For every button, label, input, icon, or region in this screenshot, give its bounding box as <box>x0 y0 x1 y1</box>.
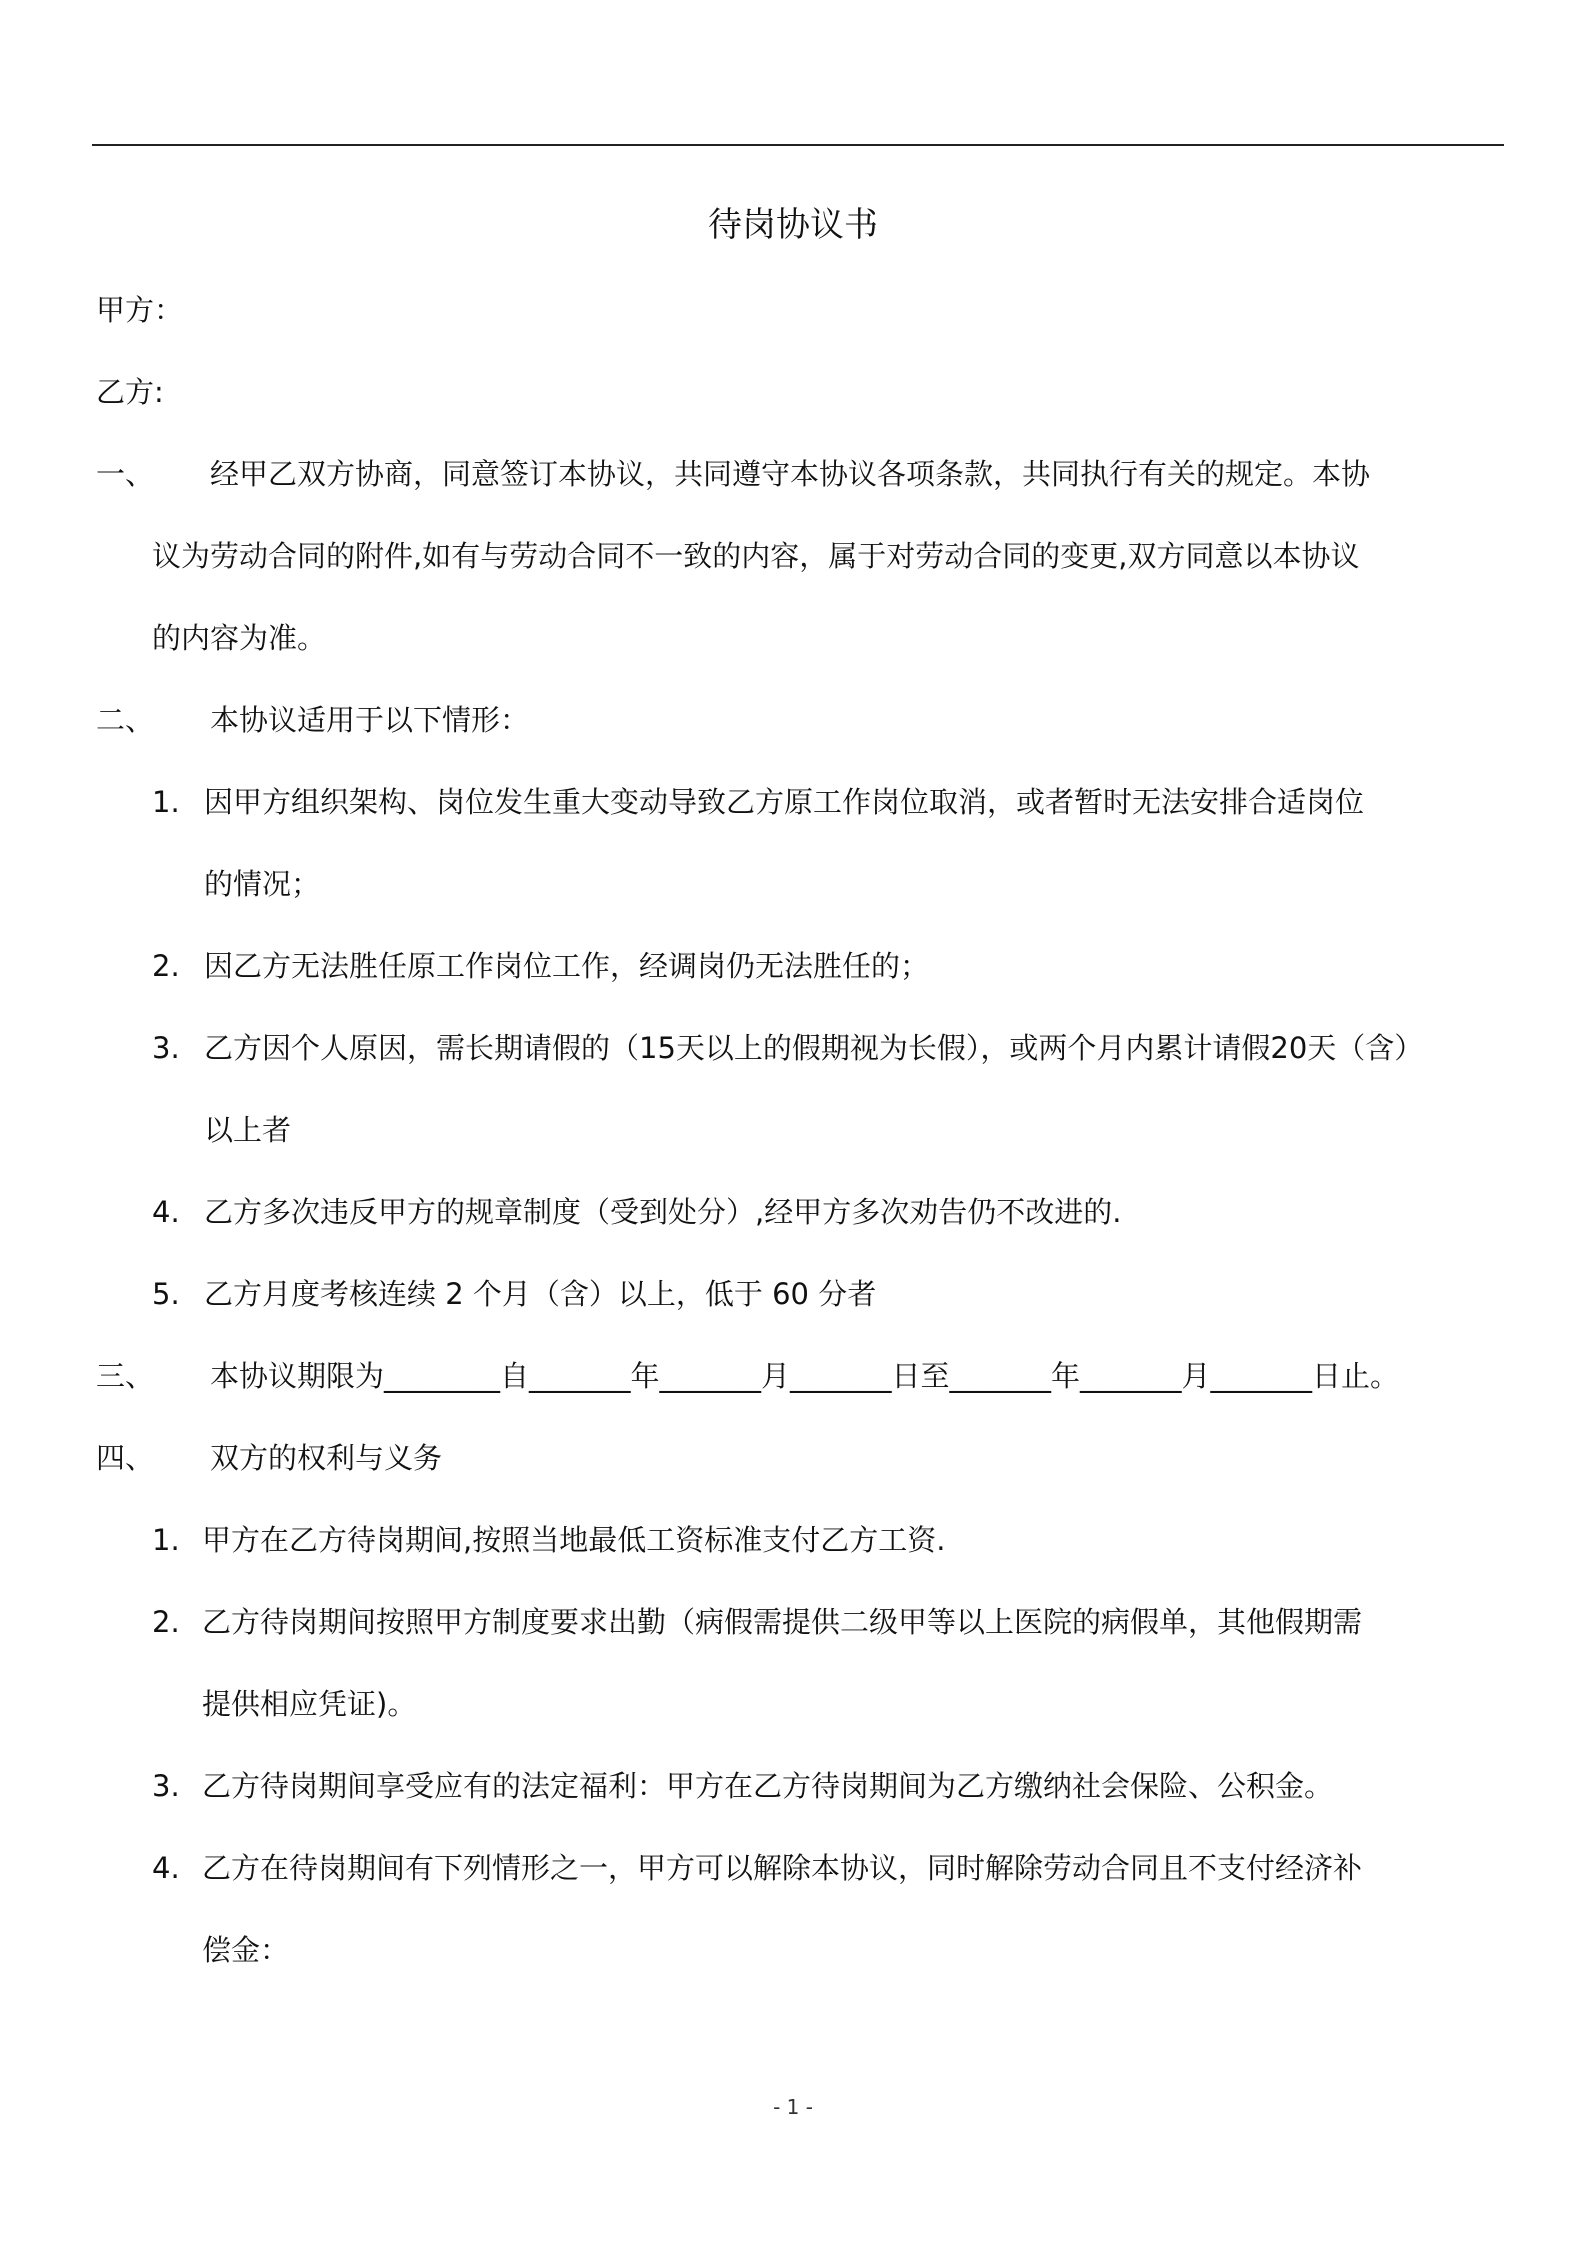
section-4-item-3-line-1: 乙方待岗期间享受应有的法定福利：甲方在乙方待岗期间为乙方缴纳社会保险、公积金。 <box>202 1769 1334 1803</box>
party-b-label: 乙方: <box>96 375 164 409</box>
section-4-item-4-number: 4. <box>152 1851 180 1885</box>
section-2-item-1-line-1: 因甲方组织架构、岗位发生重大变动导致乙方原工作岗位取消，或者暂时无法安排合适岗位 <box>204 785 1365 819</box>
party-a-label: 甲方： <box>96 293 184 327</box>
section-1-line-3: 的内容为准。 <box>152 621 327 655</box>
section-4-item-4-line-1: 乙方在待岗期间有下列情形之一，甲方可以解除本协议，同时解除劳动合同且不支付经济补 <box>202 1851 1363 1885</box>
section-1-number: 一、 <box>96 457 155 491</box>
section-2-item-3-line-2: 以上者 <box>204 1113 292 1147</box>
header-rule <box>92 144 1504 146</box>
section-1-line-2: 议为劳动合同的附件,如有与劳动合同不一致的内容，属于对劳动合同的变更,双方同意以本协议 <box>152 539 1360 573</box>
section-2-item-2-line-1: 因乙方无法胜任原工作岗位工作，经调岗仍无法胜任的； <box>204 949 930 983</box>
section-4-number: 四、 <box>96 1441 155 1475</box>
section-2-item-2-number: 2. <box>152 949 180 983</box>
section-4-item-4-line-2: 偿金： <box>202 1933 290 1967</box>
section-2-item-4-number: 4. <box>152 1195 180 1229</box>
section-4-item-2-line-1: 乙方待岗期间按照甲方制度要求出勤（病假需提供二级甲等以上医院的病假单，其他假期需 <box>202 1605 1363 1639</box>
section-2-item-5-number: 5. <box>152 1277 180 1311</box>
section-2-item-5-line-1: 乙方月度考核连续 2 个月（含）以上，低于 60 分者 <box>204 1277 877 1311</box>
section-2-item-1-line-2: 的情况； <box>204 867 321 901</box>
section-2-item-1-number: 1. <box>152 785 180 819</box>
section-2-item-4-line-1: 乙方多次违反甲方的规章制度（受到处分）,经甲方多次劝告仍不改进的. <box>204 1195 1122 1229</box>
section-3-line-1: 本协议期限为________自_______年_______月_______日至_______年_______月_______日止。 <box>210 1359 1400 1393</box>
section-4-item-1-number: 1. <box>152 1523 180 1557</box>
section-4-item-1-line-1: 甲方在乙方待岗期间,按照当地最低工资标准支付乙方工资. <box>202 1523 946 1557</box>
document-title: 待岗协议书 <box>708 205 878 245</box>
section-2-number: 二、 <box>96 703 155 737</box>
section-2-item-3-number: 3. <box>152 1031 180 1065</box>
section-3-number: 三、 <box>96 1359 155 1393</box>
section-4-item-3-number: 3. <box>152 1769 180 1803</box>
page-number: - 1 - <box>773 2095 813 2119</box>
section-2-heading: 本协议适用于以下情形： <box>210 703 530 737</box>
section-4-item-2-line-2: 提供相应凭证)。 <box>202 1687 417 1721</box>
section-4-heading: 双方的权利与义务 <box>210 1441 443 1475</box>
section-2-item-3-line-1: 乙方因个人原因，需长期请假的（15天以上的假期视为长假），或两个月内累计请假20天（含） <box>204 1031 1424 1065</box>
section-1-line-1: 经甲乙双方协商，同意签订本协议，共同遵守本协议各项条款，共同执行有关的规定。本协 <box>210 457 1371 491</box>
section-4-item-2-number: 2. <box>152 1605 180 1639</box>
